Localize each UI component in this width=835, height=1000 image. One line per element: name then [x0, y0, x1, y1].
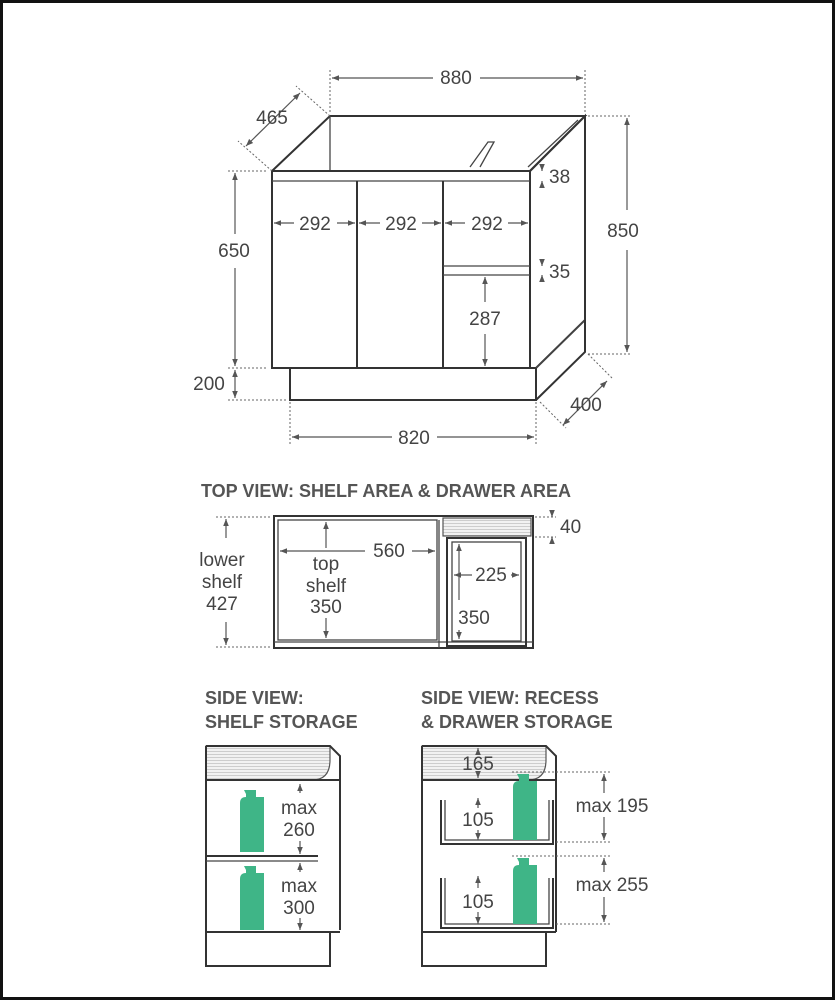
max-255: max 255: [575, 875, 649, 896]
recess-plinth: [422, 932, 546, 966]
dim-35: 35: [549, 262, 571, 283]
upper-max-value: 260: [283, 820, 315, 841]
dim-850: 850: [607, 221, 639, 242]
bottle-icon: [240, 866, 264, 930]
lower-shelf-label-2: shelf: [201, 572, 243, 593]
max-195: max 195: [575, 796, 649, 817]
plinth-side-top: [536, 320, 585, 368]
lower-max-value: 300: [283, 898, 315, 919]
dim-door-3: 292: [471, 214, 503, 235]
top-shelf-label-1: top: [312, 554, 340, 575]
dim-door-1: 292: [299, 214, 331, 235]
dim-upper-105: 105: [462, 810, 494, 831]
top-view-title: TOP VIEW: SHELF AREA & DRAWER AREA: [201, 481, 572, 501]
side-plinth: [206, 932, 330, 966]
lower-max-label: max: [281, 876, 317, 897]
shelf-area: [278, 520, 437, 640]
top-shelf-value: 350: [310, 597, 342, 618]
front-view: [193, 68, 639, 449]
cabinet-front: [272, 171, 530, 368]
side-view-shelf: [205, 688, 358, 966]
side-shelf-title-2: SHELF STORAGE: [205, 712, 358, 732]
dim-38: 38: [549, 167, 571, 188]
bottle-icon: [513, 774, 537, 840]
dim-650: 650: [218, 241, 250, 262]
cabinet-diagram: [3, 3, 832, 997]
dim-880: 880: [440, 68, 472, 89]
dim-465: 465: [256, 108, 288, 129]
dim-200: 200: [193, 374, 225, 395]
dim-225: 225: [475, 565, 507, 586]
lower-shelf-label-1: lower: [199, 550, 245, 571]
dim-lower-105: 105: [462, 892, 494, 913]
bottle-icon: [513, 858, 537, 924]
side-view-recess: [421, 688, 648, 966]
dim-40: 40: [560, 517, 582, 538]
dim-door-2: 292: [385, 214, 417, 235]
plinth-front: [290, 368, 536, 400]
dim-820: 820: [398, 428, 430, 449]
side-shelf-title-1: SIDE VIEW:: [205, 688, 304, 708]
dim-287: 287: [469, 309, 501, 330]
cabinet-side-panel: [530, 116, 585, 368]
bottle-icon: [240, 790, 264, 852]
top-view: [199, 481, 581, 648]
dim-560: 560: [373, 541, 405, 562]
dim-400: 400: [570, 395, 602, 416]
lower-shelf-value: 427: [206, 594, 238, 615]
recess-area: [443, 518, 531, 536]
dim-165: 165: [462, 754, 494, 775]
cabinet-inner-edge: [528, 120, 578, 167]
countertop-recess: [206, 746, 330, 780]
upper-max-label: max: [281, 798, 317, 819]
side-recess-title-2: & DRAWER STORAGE: [421, 712, 613, 732]
top-shelf-label-2: shelf: [305, 576, 347, 597]
dim-drawer-350: 350: [458, 608, 490, 629]
basin-cutout: [470, 142, 494, 167]
side-recess-title-1: SIDE VIEW: RECESS: [421, 688, 599, 708]
